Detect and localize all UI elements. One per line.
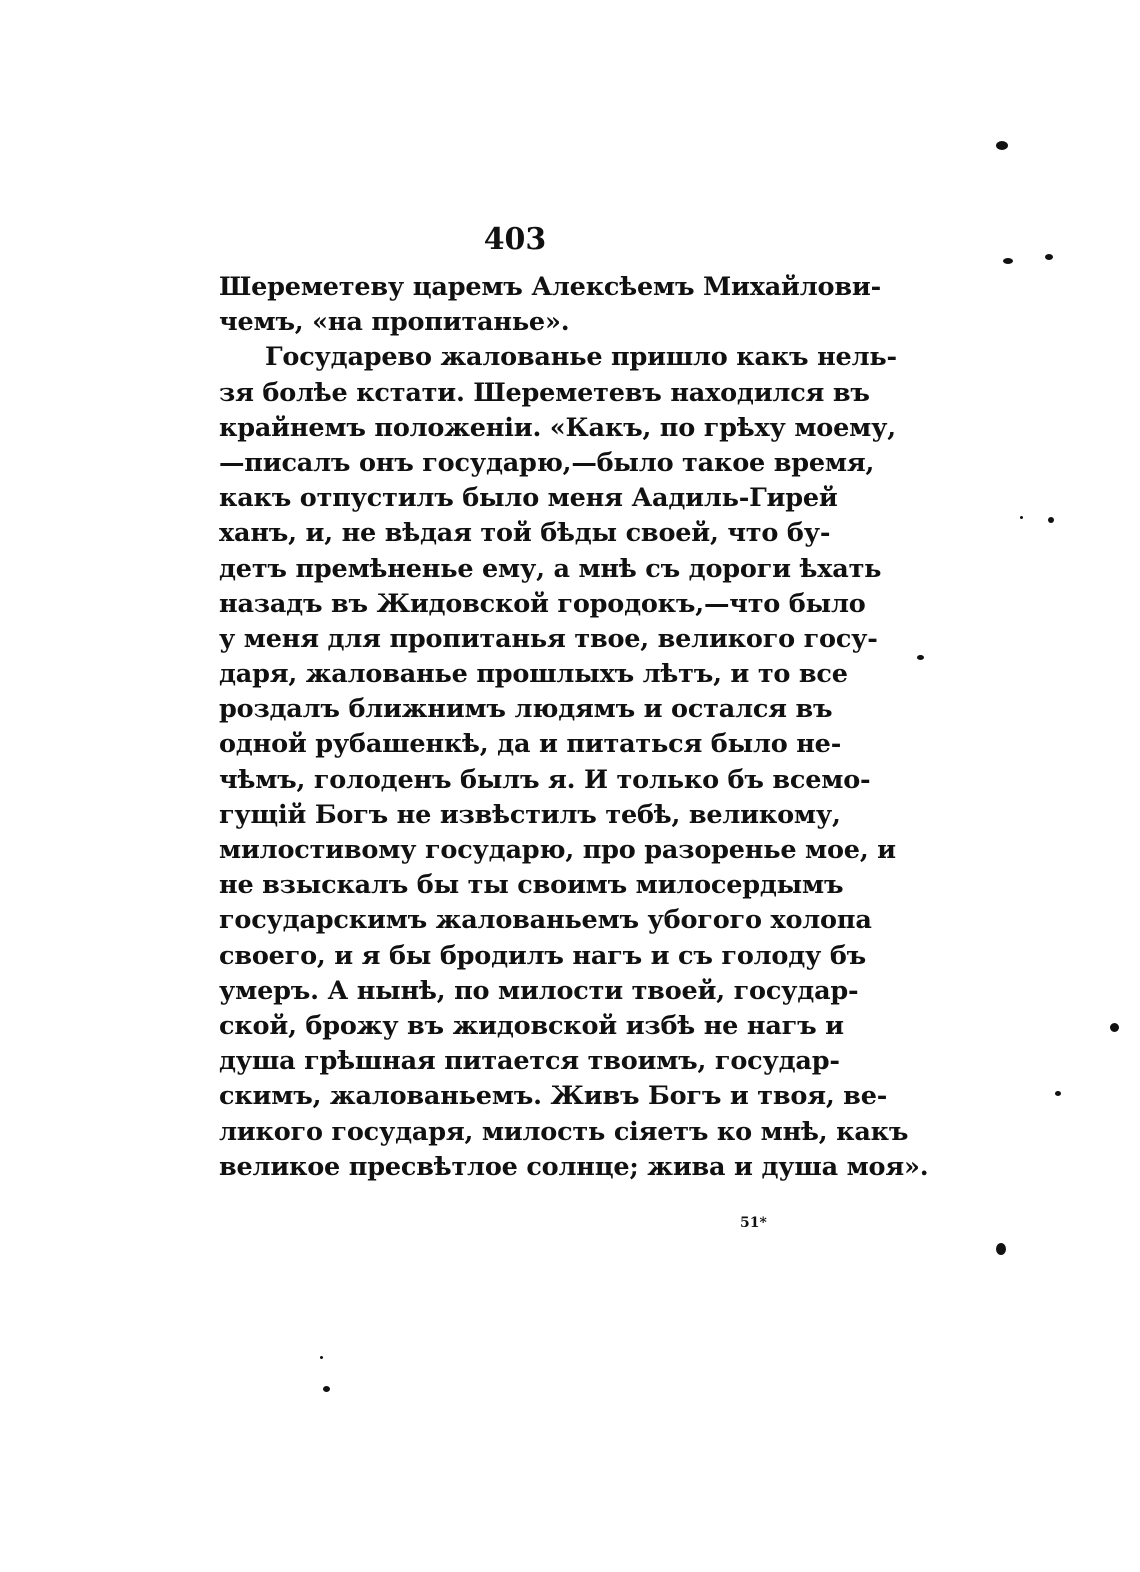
scan-speck (1003, 258, 1013, 264)
text-line: назадъ въ Жидовской городокъ,—что было (219, 588, 866, 619)
text-line: чемъ, «на пропитанье». (219, 307, 570, 338)
scan-speck (323, 1386, 330, 1392)
text-line: душа грѣшная питается твоимъ, государ- (219, 1046, 840, 1077)
text-line: милостивому государю, про разоренье мое, и (219, 835, 896, 865)
text-line: крайнемъ положеніи. «Какъ, по грѣху моему, (219, 412, 896, 443)
text-line: какъ отпустилъ было меня Аадиль-Гирей (219, 483, 838, 514)
page-number: 403 (483, 222, 547, 257)
text-line: роздалъ ближнимъ людямъ и остался въ (219, 694, 833, 725)
scan-speck (1055, 1091, 1061, 1096)
scan-speck (1020, 516, 1023, 519)
text-line: своего, и я бы бродилъ нагъ и съ голоду бъ (219, 940, 866, 971)
text-line: —писалъ онъ государю,—было такое время, (219, 447, 875, 478)
scan-speck (320, 1356, 323, 1359)
text-line: ской, брожу въ жидовской избѣ не нагъ и (219, 1010, 844, 1041)
text-line: не взыскалъ бы ты своимъ милосердымъ (219, 870, 844, 901)
text-line: Шереметеву царемъ Алексѣемъ Михайлови- (219, 272, 881, 302)
scan-speck (917, 655, 924, 660)
scan-speck (996, 1243, 1006, 1255)
text-line: чѣмъ, голоденъ былъ я. И только бъ всемо- (219, 764, 871, 795)
text-line: ханъ, и, не вѣдая той бѣды своей, что бу- (219, 518, 831, 549)
text-line: у меня для пропитанья твое, великого госу- (219, 623, 878, 654)
text-line: умеръ. А нынѣ, по милости твоей, государ- (219, 975, 859, 1006)
text-line: даря, жалованье прошлыхъ лѣтъ, и то все (219, 659, 848, 690)
text-line: скимъ, жалованьемъ. Живъ Богъ и твоя, ве- (219, 1081, 888, 1112)
text-line: великое пресвѣтлое солнце; жива и душа моя». (219, 1151, 929, 1182)
body-text (219, 270, 929, 1185)
text-line: детъ премѣненье ему, а мнѣ съ дороги ѣхать (219, 553, 882, 584)
scan-speck (1048, 517, 1054, 523)
scan-speck (1110, 1023, 1119, 1032)
text-line: гущій Богъ не извѣстилъ тебѣ, великому, (219, 799, 841, 830)
text-line: государскимъ жалованьемъ убогого холопа (219, 905, 872, 936)
text-line: одной рубашенкѣ, да и питаться было не- (219, 729, 842, 760)
scan-speck (1045, 254, 1053, 260)
text-line: зя болѣе кстати. Шереметевъ находился въ (219, 377, 870, 408)
text-line: Государево жалованье пришло какъ нель- (265, 342, 897, 373)
text-line: ликого государя, милость сіяетъ ко мнѣ, какъ (219, 1116, 909, 1147)
signature-mark: 51* (740, 1215, 767, 1231)
scan-speck (996, 141, 1008, 150)
